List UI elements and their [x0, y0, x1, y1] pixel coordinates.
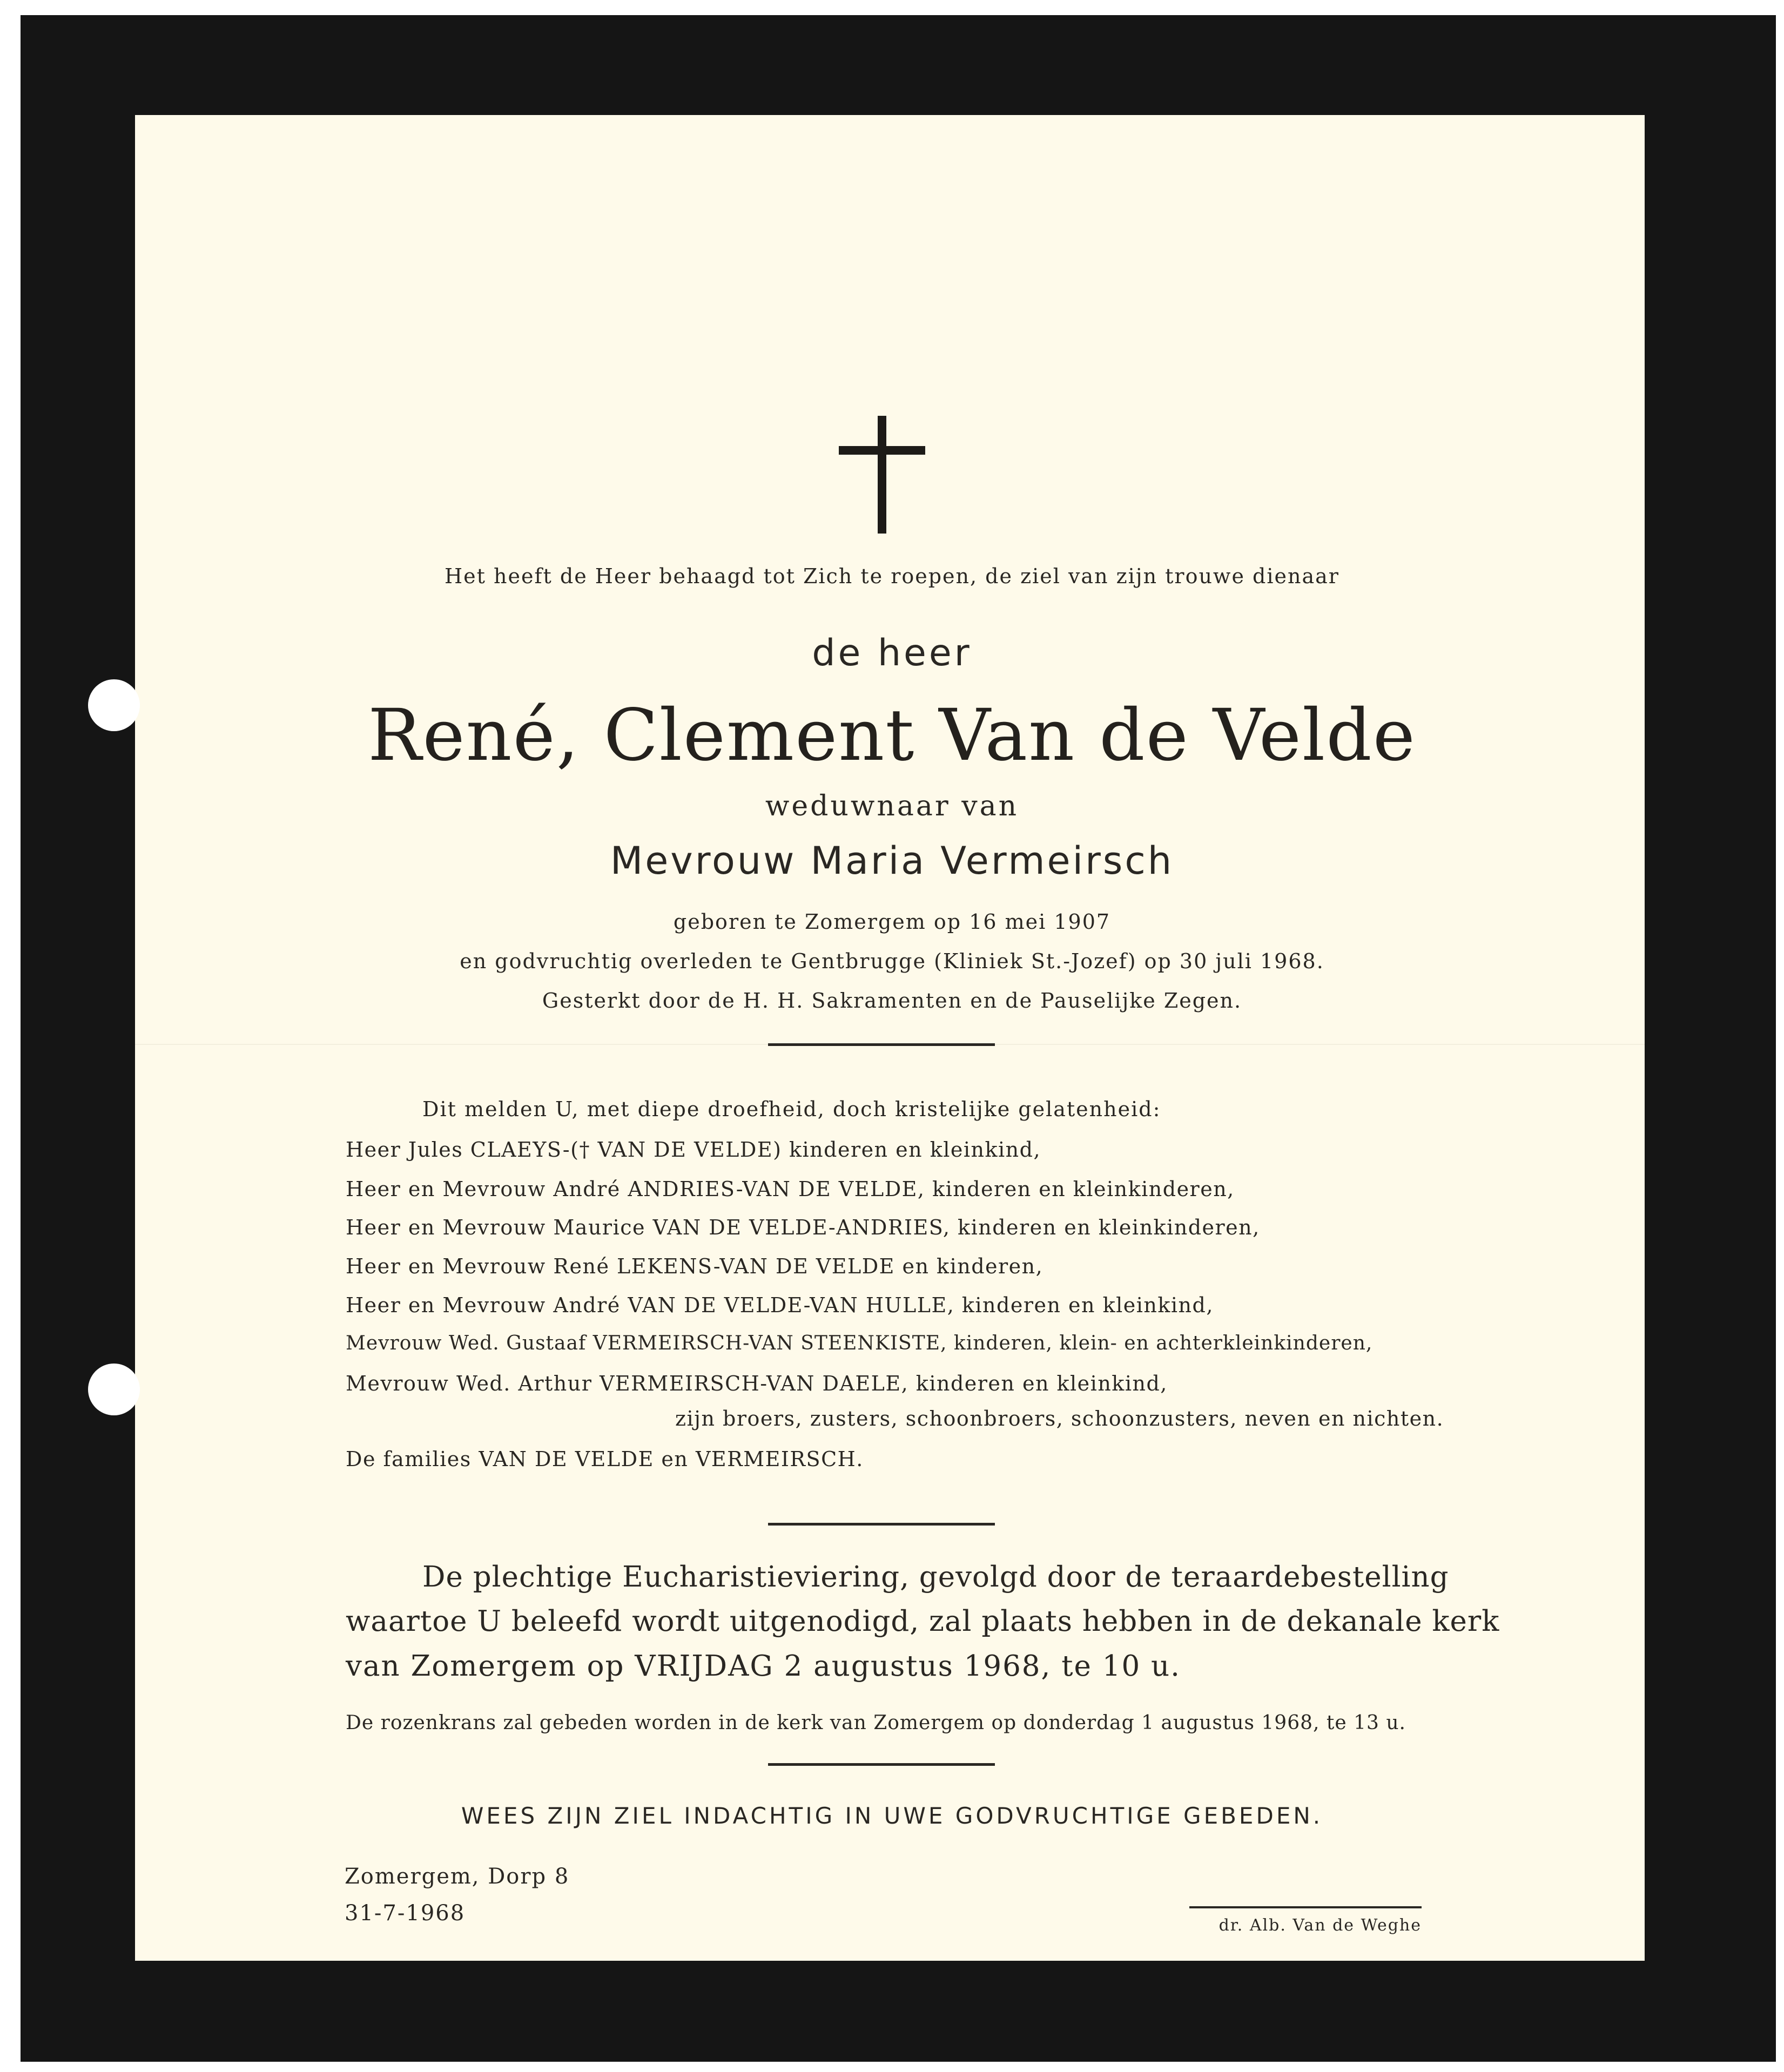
printer-rule	[1189, 1906, 1422, 1908]
divider	[768, 1043, 995, 1046]
widower-of: weduwnaar van	[765, 790, 1019, 822]
paper-sheet	[135, 115, 1645, 1961]
mourner-line: Mevrouw Wed. Gustaaf VERMEIRSCH-VAN STEENKISTE, kinderen, klein- en achterkleinkinderen,	[346, 1332, 1373, 1354]
mass-line: De plechtige Eucharistieviering, gevolgd door de teraardebestelling	[422, 1561, 1449, 1594]
mourner-line: Heer Jules CLAEYS-(† VAN DE VELDE) kinderen en kleinkind,	[346, 1138, 1041, 1162]
deceased-name: René, Clement Van de Velde	[368, 694, 1416, 777]
mourner-line: Heer en Mevrouw André ANDRIES-VAN DE VELDE, kinderen en kleinkinderen,	[346, 1177, 1235, 1201]
spouse-name: Mevrouw Maria Vermeirsch	[610, 839, 1174, 883]
families-line: De families VAN DE VELDE en VERMEIRSCH.	[346, 1447, 864, 1471]
mass-line: waartoe U beleefd wordt uitgenodigd, zal plaats hebben in de dekanale kerk	[346, 1605, 1500, 1638]
mourner-line: Heer en Mevrouw Maurice VAN DE VELDE-ANDRIES, kinderen en kleinkinderen,	[346, 1216, 1260, 1239]
divider	[768, 1763, 995, 1766]
intro-text: Het heeft de Heer behaagd tot Zich te roepen, de ziel van zijn trouwe dienaar	[445, 564, 1339, 588]
punch-hole	[88, 1364, 140, 1415]
death-line: en godvruchtig overleden te Gentbrugge (Kliniek St.-Jozef) op 30 juli 1968.	[460, 949, 1324, 973]
printer-name: dr. Alb. Van de Weghe	[1218, 1916, 1422, 1935]
prayer-line: WEES ZIJN ZIEL INDACHTIG IN UWE GODVRUCHTIGE GEBEDEN.	[461, 1803, 1323, 1829]
mourner-line: Heer en Mevrouw René LEKENS-VAN DE VELDE en kinderen,	[346, 1254, 1044, 1278]
honorific: de heer	[812, 632, 972, 674]
birth-line: geboren te Zomergem op 16 mei 1907	[673, 910, 1111, 934]
mourner-line: Heer en Mevrouw André VAN DE VELDE-VAN HULLE, kinderen en kleinkind,	[346, 1293, 1214, 1317]
sacraments-line: Gesterkt door de H. H. Sakramenten en de Pauselijke Zegen.	[542, 989, 1242, 1013]
rosary-line: De rozenkrans zal gebeden worden in de kerk van Zomergem op donderdag 1 augustus 1968, te 13 u.	[346, 1712, 1406, 1734]
address: Zomergem, Dorp 8	[345, 1864, 570, 1889]
mourner-line: Mevrouw Wed. Arthur VERMEIRSCH-VAN DAELE, kinderen en kleinkind,	[346, 1372, 1168, 1395]
mass-line: van Zomergem op VRIJDAG 2 augustus 1968, te 10 u.	[346, 1650, 1181, 1683]
divider	[768, 1523, 995, 1526]
date: 31-7-1968	[345, 1901, 466, 1926]
announcement: Dit melden U, met diepe droefheid, doch kristelijke gelatenheid:	[422, 1097, 1161, 1121]
relatives-line: zijn broers, zusters, schoonbroers, schoonzusters, neven en nichten.	[675, 1407, 1444, 1430]
